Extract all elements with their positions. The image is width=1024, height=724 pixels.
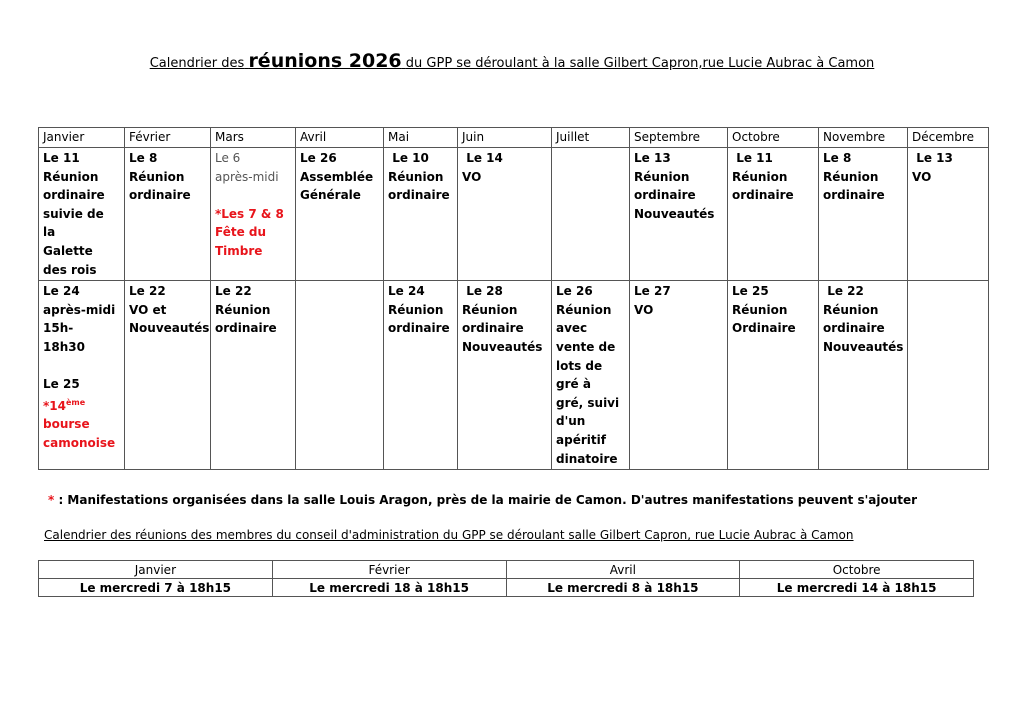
cell-line: VO (912, 169, 932, 184)
footnote-text: : Manifestations organisées dans la salle Louis Aragon, près de la mairie de Camon. D'autres manifestations peuvent s'ajouter (54, 493, 918, 507)
month-header: Juin (458, 128, 552, 148)
cell-line: Le 25 (732, 284, 769, 299)
cell-line: Réunion (129, 169, 185, 184)
title-suffix: du GPP se déroulant à la salle Gilbert Capron,rue Lucie Aubrac à Camon (405, 56, 875, 71)
month-header: Avril (296, 128, 384, 148)
cell-line: *14ème (43, 397, 86, 413)
calendar-cell (39, 148, 125, 281)
calendar-cell (211, 148, 296, 281)
calendar-cell (296, 148, 384, 281)
calendar-cell (630, 281, 728, 470)
cell-line: apéritif (556, 432, 606, 447)
cell-line: Nouveautés (823, 339, 904, 354)
cell-line: Le 25 (43, 377, 80, 392)
calendar-cell (552, 281, 630, 470)
cell-line: Réunion (823, 302, 879, 317)
page-title (0, 50, 1024, 72)
calendar-cell (908, 281, 989, 470)
cell-line: ordinaire (823, 188, 885, 203)
cell-line: Réunion (823, 169, 879, 184)
cell-line: dinatoire (556, 451, 618, 466)
cell-line: ordinaire (388, 321, 450, 336)
cell-line: des rois (43, 262, 97, 277)
cell-line: Le 11 (43, 151, 80, 165)
cell-line: Timbre (215, 243, 263, 258)
cell-line: gré à (556, 377, 591, 392)
cell-line: Nouveautés (129, 321, 210, 336)
month-header: Septembre (630, 128, 728, 148)
calendar-cell (630, 148, 728, 281)
cell-line: après-midi (43, 302, 116, 317)
cell-line: ordinaire (634, 188, 696, 203)
cell-line: lots de (556, 358, 603, 373)
cell-line: Fête du (215, 225, 267, 240)
cell-line: Ordinaire (732, 321, 796, 336)
calendar-cell (296, 281, 384, 470)
board-month: Janvier (39, 561, 273, 579)
cell-line: Galette (43, 243, 93, 258)
cell-line: 18h30 (43, 339, 85, 354)
calendar-cell (819, 148, 908, 281)
cell-line: Le 8 (823, 151, 852, 165)
cell-line: VO (634, 302, 654, 317)
calendar-cell (552, 148, 630, 281)
cell-line: Le 22 (129, 284, 166, 299)
board-date: Le mercredi 8 à 18h15 (506, 579, 740, 597)
month-header: Décembre (908, 128, 989, 148)
board-date: Le mercredi 7 à 18h15 (39, 579, 273, 597)
board-date-row (39, 579, 974, 597)
cell-line: VO et (129, 302, 167, 317)
cell-line: Le 26 (556, 284, 593, 299)
cell-line: bourse (43, 417, 90, 432)
cell-line: Le 8 (129, 151, 158, 165)
calendar-cell (728, 281, 819, 470)
cell-line: Le 11 (732, 151, 773, 165)
cell-line: camonoise (43, 435, 116, 450)
calendar-cell (728, 148, 819, 281)
cell-line: Le 24 (388, 284, 425, 299)
board-month-row (39, 561, 974, 579)
cell-line: vente de (556, 339, 616, 354)
cell-line: Le 24 (43, 284, 80, 299)
title-emphasis: réunions 2026 (248, 50, 402, 72)
calendar-cell (125, 281, 211, 470)
cell-line: Le 10 (388, 151, 429, 165)
cell-line: Réunion (43, 169, 99, 184)
cell-line: Réunion (634, 169, 690, 184)
board-calendar-title: Calendrier des réunions des membres du conseil d'administration du GPP se déroulant salle Gilbert Capron, rue Lucie Aubrac à Camon (44, 528, 854, 542)
cell-spacer (215, 186, 291, 205)
board-date: Le mercredi 14 à 18h15 (740, 579, 974, 597)
month-header: Janvier (39, 128, 125, 148)
cell-line: Le 22 (215, 284, 252, 299)
calendar-cell (384, 281, 458, 470)
cell-line: Le 13 (634, 151, 671, 165)
calendar-cell (458, 148, 552, 281)
cell-line: suivie de la (43, 206, 108, 240)
calendar-cell (819, 281, 908, 470)
cell-line: Réunion (215, 302, 271, 317)
cell-line (43, 357, 120, 376)
meetings-calendar-table (38, 127, 989, 470)
cell-line: Assemblée (300, 169, 374, 184)
cell-line: ordinaire (215, 321, 277, 336)
cell-line: ordinaire (732, 188, 794, 203)
calendar-cell (39, 281, 125, 470)
cell-line: *Les 7 & 8 (215, 206, 284, 221)
calendar-row-second-meetings (39, 281, 989, 470)
cell-line: ordinaire (43, 188, 105, 203)
calendar-cell (908, 148, 989, 281)
cell-line: Le 28 (462, 284, 503, 299)
month-header: Mai (384, 128, 458, 148)
cell-line: après-midi (215, 169, 279, 184)
cell-line: Réunion (732, 169, 788, 184)
cell-line: ordinaire (823, 321, 885, 336)
cell-line: Réunion (462, 302, 518, 317)
cell-line: 15h- (43, 321, 74, 336)
cell-line: Le 6 (215, 151, 241, 165)
month-header: Février (125, 128, 211, 148)
board-meetings-table (38, 560, 974, 597)
cell-line: Réunion (388, 169, 444, 184)
board-date: Le mercredi 18 à 18h15 (272, 579, 506, 597)
cell-line: Le 27 (634, 284, 671, 299)
calendar-cell (125, 148, 211, 281)
cell-line: Le 13 (912, 151, 953, 165)
month-header: Novembre (819, 128, 908, 148)
footnote-star: * (48, 493, 55, 507)
cell-line: Le 26 (300, 151, 337, 165)
title-prefix: Calendrier des (149, 56, 245, 71)
cell-line: gré, suivi (556, 395, 620, 410)
cell-line: Le 22 (823, 284, 864, 299)
cell-line: avec (556, 321, 588, 336)
board-month: Octobre (740, 561, 974, 579)
calendar-cell (458, 281, 552, 470)
calendar-cell (384, 148, 458, 281)
cell-line: Le 14 (462, 151, 503, 165)
month-header: Mars (211, 128, 296, 148)
month-header: Octobre (728, 128, 819, 148)
cell-line: VO (462, 169, 482, 184)
cell-line: ordinaire (388, 188, 450, 203)
cell-line: ordinaire (462, 321, 524, 336)
month-header-row (39, 128, 989, 148)
calendar-row-first-meetings (39, 148, 989, 281)
board-month: Février (272, 561, 506, 579)
month-header: Juillet (552, 128, 630, 148)
cell-line: Nouveautés (634, 206, 715, 221)
cell-line: Nouveautés (462, 339, 543, 354)
cell-line: ordinaire (129, 188, 191, 203)
footnote (48, 493, 917, 507)
cell-line: Réunion (732, 302, 788, 317)
cell-line: d'un (556, 414, 586, 429)
cell-line: Générale (300, 188, 361, 203)
cell-line: Réunion (556, 302, 612, 317)
cell-line: Réunion (388, 302, 444, 317)
calendar-cell (211, 281, 296, 470)
board-month: Avril (506, 561, 740, 579)
